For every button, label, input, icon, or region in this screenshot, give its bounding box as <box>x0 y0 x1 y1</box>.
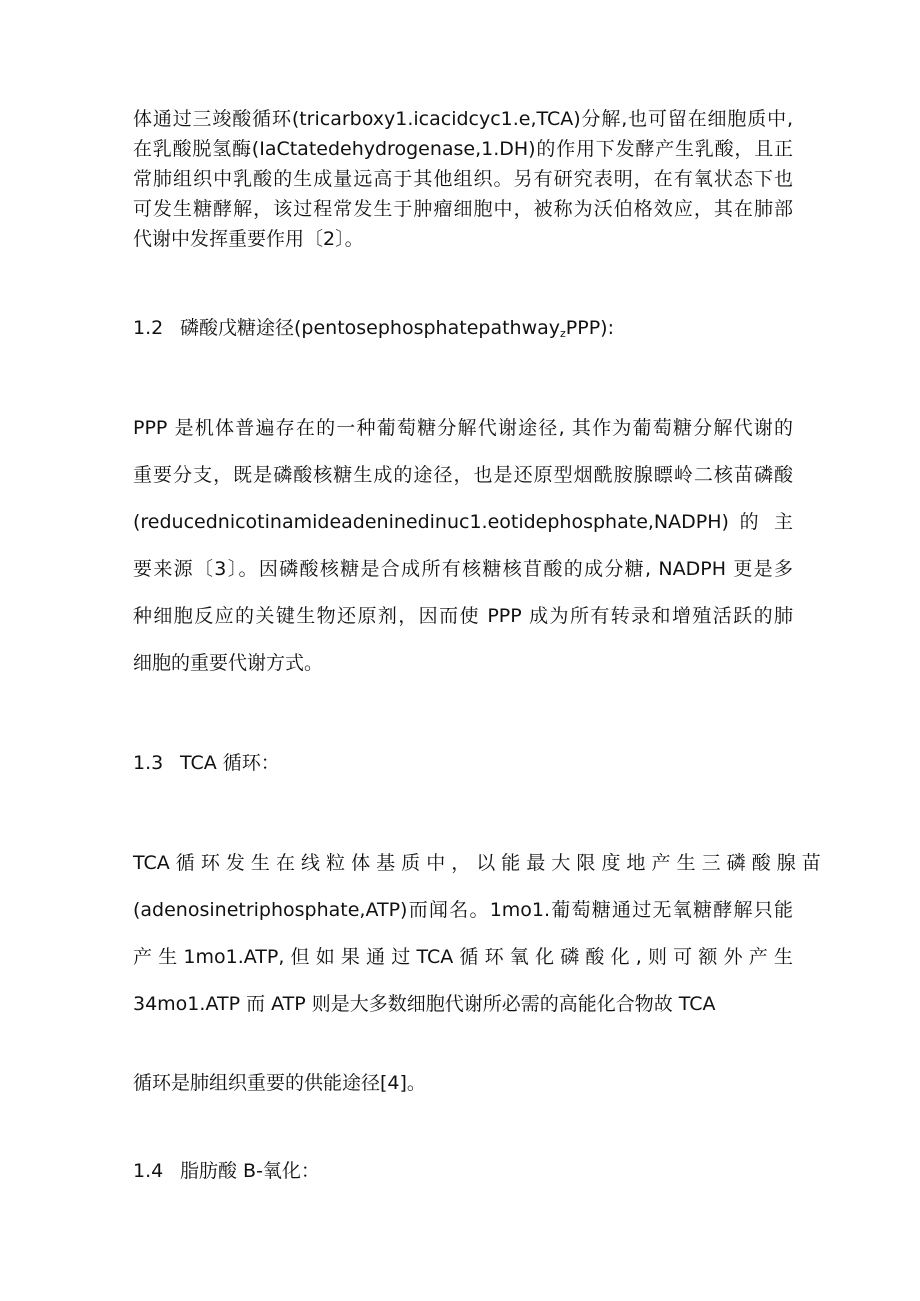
paragraph-glycolysis <box>133 104 793 254</box>
paragraph-line: 34mo1.ATP 而 ATP 则是大多数细胞代谢所必需的高能化合物故 TCA <box>133 993 716 1015</box>
section-heading-1-4 <box>133 1156 793 1186</box>
paragraph-line: 重要分支，既是磷酸核糖生成的途径，也是还原型烟酰胺腺瞟岭二核苗磷酸 <box>133 464 793 486</box>
section-title-end: PPP): <box>565 317 614 339</box>
paragraph-line: 代谢中发挥重要作用〔2〕。 <box>133 228 364 250</box>
paragraph-line: 可发生糖酵解，该过程常发生于肿瘤细胞中，被称为沃伯格效应，其在肺部 <box>133 198 793 220</box>
paragraph-line: 循环是肺组织重要的供能途径[4]。 <box>133 1072 426 1094</box>
section-number: 1.3 <box>133 752 164 774</box>
section-heading-1-3 <box>133 748 793 778</box>
paragraph-line: PPP 是机体普遍存在的一种葡萄糖分解代谢途径, 其作为葡萄糖分解代谢的 <box>133 417 793 439</box>
paragraph-ppp <box>133 405 793 687</box>
paragraph-tca-tail <box>133 1068 793 1098</box>
section-heading-1-2 <box>133 313 793 349</box>
paragraph-line: 常肺组织中乳酸的生成量远高于其他组织。另有研究表明，在有氧状态下也 <box>133 168 793 190</box>
paragraph-line: TCA 循 环 发 生 在 线 粒 体 基 质 中 ， 以 能 最 大 限 度 地 产 生 三 磷 酸 腺 苗 <box>133 852 821 874</box>
paragraph-line: 在乳酸脱氢酶(IaCtatedehydrogenase,1.DH)的作用下发酵产生乳酸，且正 <box>133 138 793 160</box>
paragraph-line: 要来源〔3〕。因磷酸核糖是合成所有核糖核苜酸的成分糖, NADPH 更是多 <box>133 558 793 580</box>
paragraph-tca <box>133 840 821 1028</box>
section-number: 1.4 <box>133 1160 164 1182</box>
paragraph-line: 细胞的重要代谢方式。 <box>133 652 324 674</box>
section-title: 脂肪酸 B-氧化： <box>180 1160 320 1182</box>
section-title: 磷酸戊糖途径(pentosephosphatepathway <box>180 317 561 339</box>
section-number: 1.2 <box>133 317 164 339</box>
paragraph-line: (adenosinetriphosphate,ATP)而闻名。1mo1.葡萄糖通过无氧糖酵解只能 <box>133 899 793 921</box>
section-title: TCA 循环： <box>180 752 280 774</box>
paragraph-line: 体通过三竣酸循环(tricarboxy1.icacidcyc1.e,TCA)分解,也可留在细胞质中, <box>133 108 793 130</box>
section-title-subscript: z <box>560 327 566 340</box>
paragraph-line: 种细胞反应的关键生物还原剂，因而使 PPP 成为所有转录和增殖活跃的肺 <box>133 605 793 627</box>
paragraph-line: 产 生 1mo1.ATP, 但 如 果 通 过 TCA 循 环 氧 化 磷 酸 化 , 则 可 额 外 产 生 <box>133 946 793 968</box>
paragraph-line: (reducednicotinamideadeninedinuc1.eotidephosphate,NADPH) 的 主 <box>133 511 793 533</box>
